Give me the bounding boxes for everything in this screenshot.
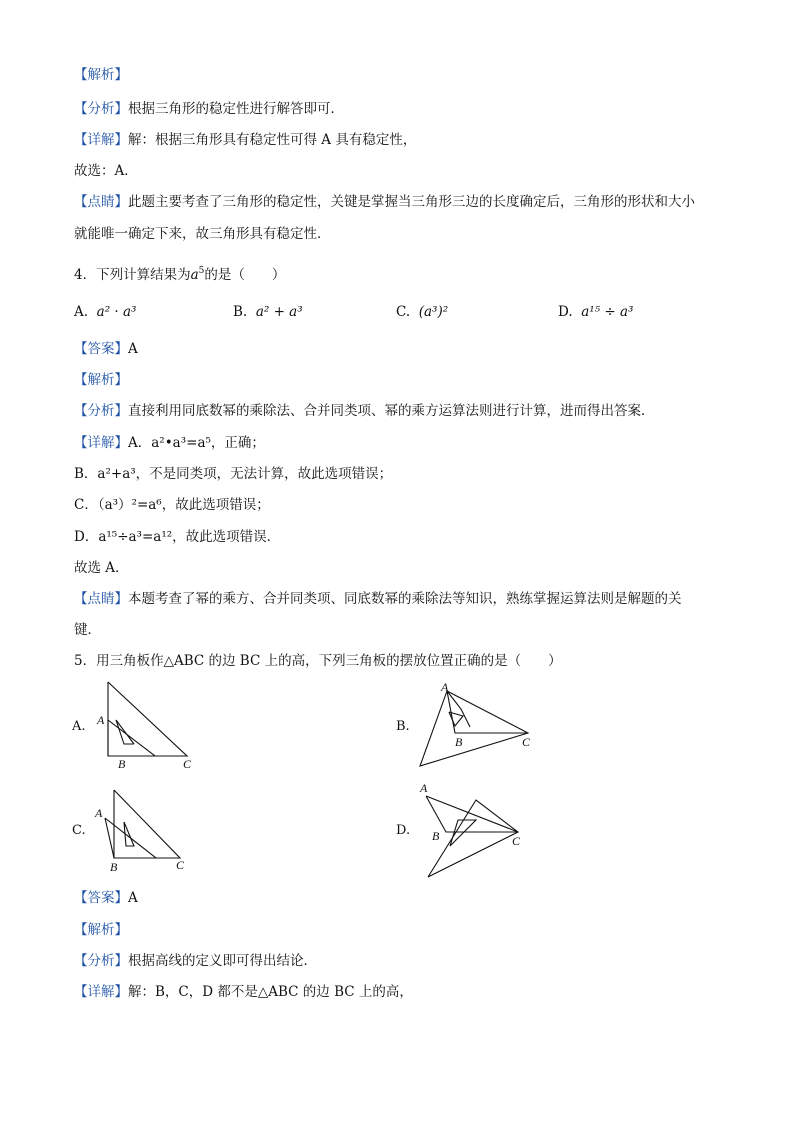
fig-c-point-c: C — [176, 858, 185, 872]
tag-label: 【详解】 — [74, 435, 128, 451]
tag-label: 【点睛】 — [74, 591, 128, 607]
analysis-text: 根据三角形的稳定性进行解答即可． — [128, 101, 344, 117]
analysis-text: 根据高线的定义即可得出结论． — [128, 953, 317, 969]
option-label: B. — [233, 304, 248, 320]
option-expr: a¹⁵ ÷ a³ — [581, 304, 634, 320]
fig-b-point-c: C — [522, 735, 531, 749]
stem-text-2: 的是（ ） — [204, 267, 286, 283]
comment-line-4: 键． — [74, 622, 101, 638]
fig-b-point-a: A — [441, 680, 449, 694]
detail-text: A．a²•a³=a⁵，正确； — [128, 435, 265, 451]
option-label: C. — [396, 304, 411, 320]
choice-line-2: 故选 A． — [74, 560, 129, 576]
question-5-stem: 5．用三角板作△ABC 的边 BC 上的高，下列三角板的摆放位置正确的是（ ） — [74, 653, 562, 669]
figure-c-label: C. — [72, 823, 86, 838]
figure-a-label: A. — [72, 719, 86, 734]
detail-line-3 — [74, 983, 413, 1001]
option-expr: (a³)² — [418, 304, 449, 320]
figure-c-diagram — [105, 790, 180, 858]
analysis-text: 直接利用同底数幂的乘除法、合并同类项、幂的乘方运算法则进行计算，进而得出答案． — [128, 403, 655, 419]
comment-line-2: 就能唯一确定下来，故三角形具有稳定性． — [74, 226, 331, 242]
figure-b-label: B. — [396, 719, 410, 734]
fig-d-point-a: A — [420, 781, 428, 795]
detail-text: 解：B，C，D 都不是△ABC 的边 BC 上的高， — [128, 984, 413, 1000]
answer-text: A — [128, 341, 138, 357]
fig-c-point-b: B — [110, 860, 118, 874]
option-label: D. — [558, 304, 573, 320]
figure-b-diagram — [420, 691, 528, 766]
stem-var: a — [190, 267, 199, 283]
tag-label: 【答案】 — [74, 341, 128, 357]
comment-text: 此题主要考查了三角形的稳定性，关键是掌握当三角形三边的长度确定后，三角形的形状和大小 — [128, 194, 695, 210]
answer-line-2 — [74, 889, 138, 907]
tag-label: 【详解】 — [74, 132, 128, 148]
tag-label: 【答案】 — [74, 890, 128, 906]
comment-text: 本题考查了幂的乘方、合并同类项、同底数幂的乘除法等知识，熟练掌握运算法则是解题的关 — [128, 591, 682, 607]
fig-d-point-c: C — [512, 834, 521, 848]
fig-a-point-a: A — [97, 713, 105, 727]
stem-text: 4．下列计算结果为 — [74, 267, 191, 283]
tag-label: 【分析】 — [74, 953, 128, 969]
answer-text: A — [128, 890, 138, 906]
option-expr: a² · a³ — [96, 304, 137, 320]
tag-label: 【解析】 — [74, 67, 128, 83]
tag-label: 【解析】 — [74, 372, 128, 388]
tag-label: 【分析】 — [74, 403, 128, 419]
figure-a-diagram — [108, 682, 187, 756]
detail-b-line: B．a²+a³，不是同类项，无法计算，故此选项错误； — [74, 466, 393, 482]
fig-c-point-a: A — [95, 806, 103, 820]
tag-label: 【解析】 — [74, 922, 128, 938]
choice-line: 故选：A． — [74, 163, 138, 179]
detail-c-line: C．（a³）²=a⁶，故此选项错误； — [74, 497, 270, 513]
figure-d-label: D. — [396, 823, 411, 838]
option-expr: a² + a³ — [255, 304, 303, 320]
tag-label: 【点睛】 — [74, 194, 128, 210]
option-label: A. — [74, 304, 89, 320]
tag-label: 【详解】 — [74, 984, 128, 1000]
section-jiexi-3 — [74, 921, 128, 939]
fig-d-point-b: B — [432, 829, 440, 843]
fig-a-point-c: C — [183, 757, 192, 771]
tag-label: 【分析】 — [74, 101, 128, 117]
fig-b-point-b: B — [455, 735, 463, 749]
figure-d-diagram — [426, 796, 518, 877]
stem-exp: 5 — [198, 266, 205, 276]
analysis-line-3 — [74, 952, 317, 970]
detail-d-line: D．a¹⁵÷a³=a¹²，故此选项错误． — [74, 529, 281, 545]
fig-a-point-b: B — [118, 757, 126, 771]
detail-text: 解：根据三角形具有稳定性可得 A 具有稳定性， — [128, 132, 417, 148]
